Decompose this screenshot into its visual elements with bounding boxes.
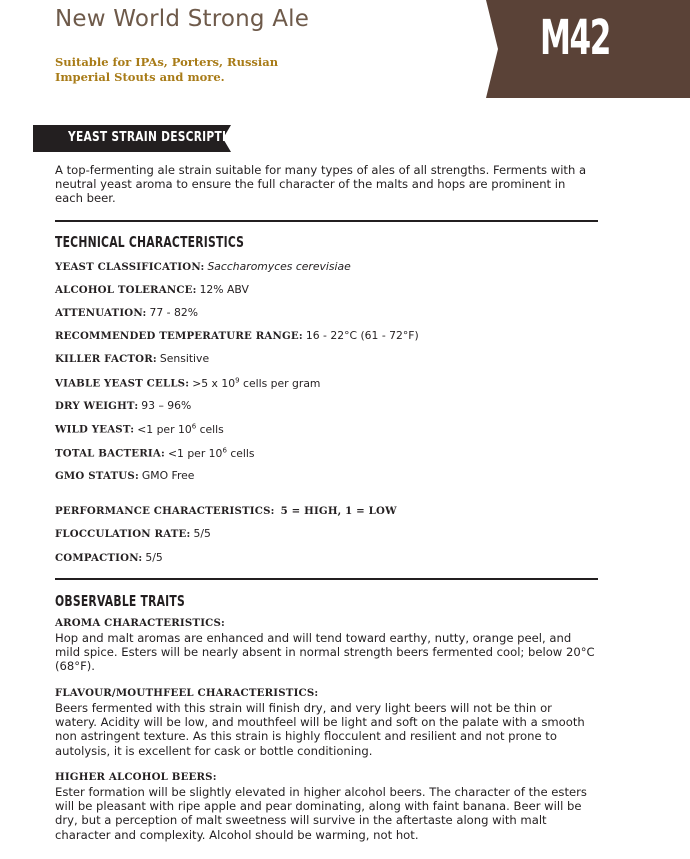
performance-row: PERFORMANCE CHARACTERISTICS: 5 = HIGH, 1 = LOW: [55, 505, 397, 517]
higher-alcohol-text: Ester formation will be slightly elevated in higher alcohol beers. The character of the esters will be pleasant with ripe apple and pear dominating, along with faint banana. Beer will be dry, but a perception of malt sweetness will survive in the aftertaste along with malt character and complexity. Alcohol should be warming, not hot.: [55, 785, 587, 842]
aroma-text: Hop and malt aromas are enhanced and will tend toward earthy, nutty, orange peel, and mild spice. Esters will be nearly absent in normal strength beers fermented cool; below 20°C (68°F).: [55, 631, 595, 674]
divider: [55, 220, 598, 222]
divider: [55, 578, 598, 580]
perf-row-flocculation: FLOCCULATION RATE: 5/5: [55, 527, 211, 540]
tech-row-temperature: RECOMMENDED TEMPERATURE RANGE: 16 - 22°C (61 - 72°F): [55, 329, 419, 342]
tech-row-viable-cells: VIABLE YEAST CELLS: >5 x $10^9$ cells per gram: [55, 376, 321, 390]
perf-row-compaction: COMPACTION: 5/5: [55, 551, 163, 564]
tech-row-classification: YEAST CLASSIFICATION: Saccharomyces cerevisiae: [55, 260, 351, 273]
higher-alcohol-heading: HIGHER ALCOHOL BEERS:: [55, 771, 217, 783]
tech-row-wild-yeast: WILD YEAST: <1 per $10^6$ cells: [55, 422, 224, 436]
tech-row-total-bacteria: TOTAL BACTERIA: <1 per $10^6$ cells: [55, 446, 255, 460]
product-subtitle: Suitable for IPAs, Porters, Russian Imperial Stouts and more.: [55, 55, 279, 84]
description-heading: YEAST STRAIN DESCRIPTION: [68, 130, 245, 145]
tech-row-attenuation: ATTENUATION: 77 - 82%: [55, 306, 198, 319]
flavour-heading: FLAVOUR/MOUTHFEEL CHARACTERISTICS:: [55, 687, 319, 699]
description-text: A top-fermenting ale strain suitable for many types of ales of all strengths. Ferments with a neutral yeast aroma to ensure the full character of the malts and hops are prominent in each beer.: [55, 163, 587, 206]
tech-row-gmo-status: GMO STATUS: GMO Free: [55, 469, 195, 482]
observable-heading: OBSERVABLE TRAITS: [55, 592, 186, 610]
product-code: M42: [540, 10, 610, 66]
tech-row-alcohol-tolerance: ALCOHOL TOLERANCE: 12% ABV: [55, 283, 249, 296]
technical-heading: TECHNICAL CHARACTERISTICS: [55, 233, 245, 251]
flavour-text: Beers fermented with this strain will finish dry, and very light beers will not be thin or watery. Acidity will be low, and mouthfeel will be light and soft on the palate with a smooth non astringent texture. As this strain is highly flocculent and resilient and not prone to autolysis, it is excellent for cask or bottle conditioning.: [55, 701, 585, 758]
tech-row-dry-weight: DRY WEIGHT: 93 – 96%: [55, 399, 192, 412]
aroma-heading: AROMA CHARACTERISTICS:: [55, 617, 225, 629]
product-title: New World Strong Ale: [55, 6, 310, 32]
tech-row-killer-factor: KILLER FACTOR: Sensitive: [55, 352, 210, 365]
